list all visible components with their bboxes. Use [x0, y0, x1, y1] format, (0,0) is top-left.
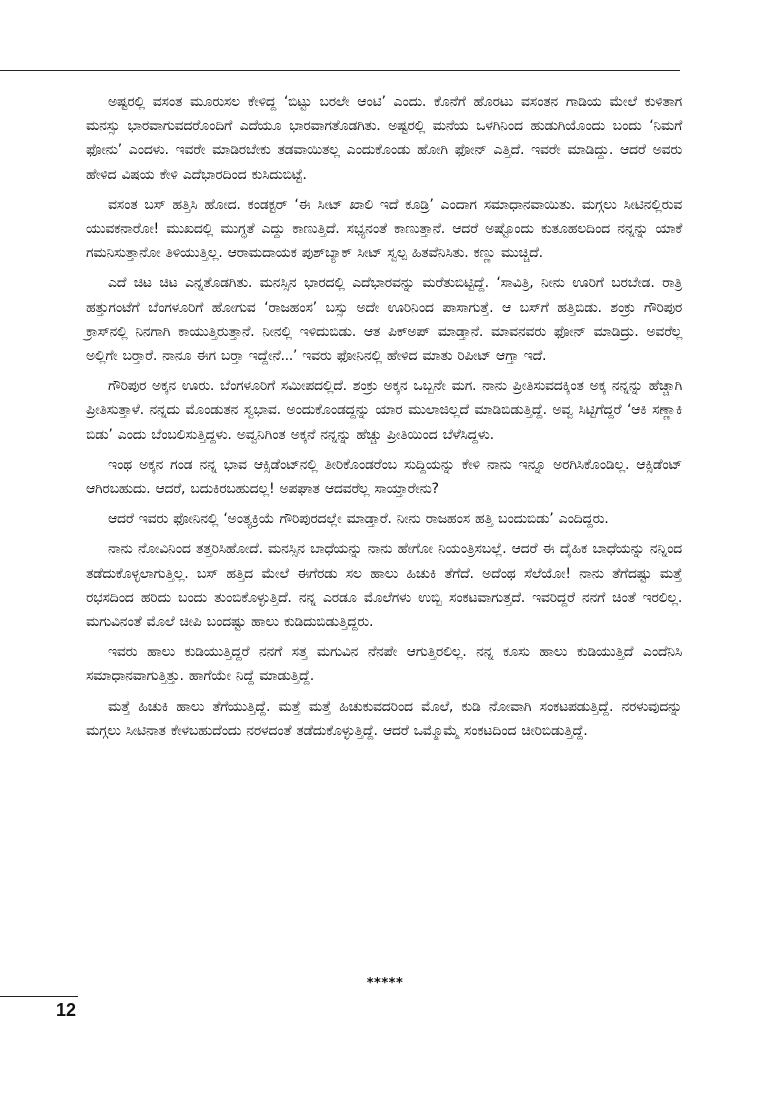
paragraph-5: ಇಂಥ ಅಕ್ಕನ ಗಂಡ ನನ್ನ ಭಾವ ಆಕ್ಸಿಡೆಂಟ್‌ನಲ್ಲಿ ತೀರಿಕೊಂಡರೆಂಬ ಸುದ್ದಿಯನ್ನು ಕೇಳಿ ನಾನು ಇನ್ನೂ ಅರಗಿಸಿಕೊಂಡಿಲ್ಲ. ಆಕ್ಸಿಡೆಂಟ್ ಆಗಿರಬಹುದು. ಆದರೆ, ಬದುಕಿರಬಹುದಲ್ಲ! ಅಪಘಾತ ಆದವರೆಲ್ಲ ಸಾಯ್ತಾರೇನು?: [86, 456, 682, 498]
paragraph-3: ಎದೆ ಚಿಟ ಚಿಟ ಎನ್ನತೊಡಗಿತು. ಮನಸ್ಸಿನ ಭಾರದಲ್ಲಿ ಎದೆಭಾರವನ್ನು ಮರೆತುಬಿಟ್ಟಿದ್ದೆ. ‘ಸಾವಿತ್ರಿ, ನೀನು ಊರಿಗೆ ಬರಬೇಡ. ರಾತ್ರಿ ಹತ್ತುಗಂಟೆಗೆ ಬೆಂಗಳೂರಿಗೆ ಹೋಗುವ ‘ರಾಜಹಂಸ’ ಬಸ್ಸು ಅದೇ ಊರಿನಿಂದ ಪಾಸಾಗುತ್ತೆ. ಆ ಬಸ್‌ಗೆ ಹತ್ತಿಬಿಡು. ಶಂಕ್ರು ಗೌರಿಪುರ ಕ್ರಾಸ್‌ನಲ್ಲಿ ನಿನಗಾಗಿ ಕಾಯುತ್ತಿರುತ್ತಾನೆ. ನೀನಲ್ಲಿ ಇಳಿದುಬಿಡು. ಆತ ಪಿಕ್‌ಅಪ್ ಮಾಡ್ತಾನೆ. ಮಾವನವರು ಫೋನ್ ಮಾಡಿದ್ರು. ಅವರೆಲ್ಲ ಅಲ್ಲಿಗೇ ಬರ್‍ತಾರೆ. ನಾನೂ ಈಗ ಬರ್‍ತಾ ಇದ್ದೇನೆ...’ ಇವರು ಫೋನಿನಲ್ಲಿ ಹೇಳಿದ ಮಾತು ರಿಪೀಟ್ ಆಗ್ತಾ ಇದೆ.: [86, 275, 682, 365]
section-separator: *****: [366, 976, 404, 991]
paragraph-9: ಮತ್ತೆ ಹಿಚುಕಿ ಹಾಲು ತೆಗೆಯುತ್ತಿದ್ದೆ. ಮತ್ತೆ ಮತ್ತೆ ಹಿಚುಕುವದರಿಂದ ಮೊಲೆ, ಕುಡಿ ನೋವಾಗಿ ಸಂಕಟಪಡುತ್ತಿದ್ದೆ. ನರಳುವುದನ್ನು ಮಗ್ಗಲು ಸೀಟಿನಾತ ಕೇಳಬಹುದೆಂದು ನರಳದಂತೆ ತಡೆದುಕೊಳ್ಳುತ್ತಿದ್ದೆ. ಆದರೆ ಒಮ್ಮೊಮ್ಮೆ ಸಂಕಟದಿಂದ ಚೀರಿಬಿಡುತ್ತಿದ್ದೆ.: [86, 698, 682, 739]
paragraph-8: ಇವರು ಹಾಲು ಕುಡಿಯುತ್ತಿದ್ದರೆ ನನಗೆ ಸತ್ತ ಮಗುವಿನ ನೆನಪೇ ಆಗುತ್ತಿರಲಿಲ್ಲ. ನನ್ನ ಕೂಸು ಹಾಲು ಕುಡಿಯುತ್ತಿದೆ ಎಂದೆನಿಸಿ ಸಮಾಧಾನವಾಗುತ್ತಿತ್ತು. ಹಾಗೆಯೇ ನಿದ್ದೆ ಮಾಡುತ್ತಿದ್ದೆ.: [86, 644, 682, 685]
top-rule: [0, 70, 680, 71]
bottom-rule: [0, 996, 78, 997]
paragraph-4: ಗೌರಿಪುರ ಅಕ್ಕನ ಊರು. ಬೆಂಗಳೂರಿಗೆ ಸಮೀಪದಲ್ಲಿದೆ. ಶಂಕ್ರು ಅಕ್ಕನ ಒಬ್ಬನೇ ಮಗ. ನಾನು ಪ್ರೀತಿಸುವದಕ್ಕಿಂತ ಅಕ್ಕ ನನ್ನನ್ನು ಹೆಚ್ಚಾಗಿ ಪ್ರೀತಿಸುತ್ತಾಳೆ. ನನ್ನದು ಮೊಂಡುತನ ಸ್ವಭಾವ. ಅಂದುಕೊಂಡದ್ದನ್ನು ಯಾರ ಮುಲಾಜಿಲ್ಲದೆ ಮಾಡಿಬಿಡುತ್ತಿದ್ದೆ. ಅವ್ವ ಸಿಟ್ಟಿಗೆದ್ದರೆ ‘ಆಕಿ ಸಣ್ಣಾಕಿ ಬಿಡು’ ಎಂದು ಬೆಂಬಲಿಸುತ್ತಿದ್ದಳು. ಅವ್ವನಿಗಿಂತ ಅಕ್ಕನೆ ನನ್ನನ್ನು ಹೆಚ್ಚು ಪ್ರೀತಿಯಿಂದ ಬೆಳೆಸಿದ್ದಳು.: [86, 378, 682, 443]
body-text: [86, 90, 682, 749]
paragraph-7: ನಾನು ನೋವಿನಿಂದ ತತ್ತರಿಸಿಹೋದೆ. ಮನಸ್ಸಿನ ಬಾಧೆಯನ್ನು ನಾನು ಹೇಗೋ ನಿಯಂತ್ರಿಸಬಲ್ಲೆ. ಆದರೆ ಈ ದೈಹಿಕ ಬಾಧೆಯನ್ನು ನನ್ನಿಂದ ತಡೆದುಕೊಳ್ಳಲಾಗುತ್ತಿಲ್ಲ. ಬಸ್ ಹತ್ತಿದ ಮೇಲೆ ಈಗೆರಡು ಸಲ ಹಾಲು ಹಿಚುಕಿ ತೆಗೆದೆ. ಅದೆಂಥ ಸೆಲೆಯೋ! ನಾನು ತೆಗೆದಷ್ಟು ಮತ್ತೆ ರಭಸದಿಂದ ಹರಿದು ಬಂದು ತುಂಬಿಕೊಳ್ಳುತ್ತಿದೆ. ನನ್ನ ಎರಡೂ ಮೊಲೆಗಳು ಉಬ್ಬಿ ಸಂಕಟವಾಗುತ್ತದೆ. ಇವರಿದ್ದರೆ ನನಗೆ ಚಿಂತೆ ಇರಲಿಲ್ಲ. ಮಗುವಿನಂತೆ ಮೊಲೆ ಚೀಪಿ ಬಂದಷ್ಟು ಹಾಲು ಕುಡಿದುಬಿಡುತ್ತಿದ್ದರು.: [86, 541, 682, 631]
paragraph-6: ಆದರೆ ಇವರು ಫೋನಿನಲ್ಲಿ ‘ಅಂತ್ಯಕ್ರಿಯೆ ಗೌರಿಪುರದಲ್ಲೇ ಮಾಡ್ತಾರೆ. ನೀನು ರಾಜಹಂಸ ಹತ್ತಿ ಬಂದುಬಿಡು’ ಎಂದಿದ್ದರು.: [108, 511, 609, 528]
paragraph-2: ವಸಂತ ಬಸ್ ಹತ್ತಿಸಿ ಹೋದ. ಕಂಡಕ್ಟರ್ ‘ಈ ಸೀಟ್ ಖಾಲಿ ಇದೆ ಕೂಡ್ರಿ’ ಎಂದಾಗ ಸಮಾಧಾನವಾಯಿತು. ಮಗ್ಗಲು ಸೀಟಿನಲ್ಲಿರುವ ಯುವಕನಾರೋ! ಮುಖದಲ್ಲಿ ಮುಗ್ಧತೆ ಎದ್ದು ಕಾಣುತ್ತಿದೆ. ಸಭ್ಯನಂತೆ ಕಾಣುತ್ತಾನೆ. ಆದರೆ ಅಷ್ಟೊಂದು ಕುತೂಹಲದಿಂದ ನನ್ನನ್ನು ಯಾಕೆ ಗಮನಿಸುತ್ತಾನೋ ತಿಳಿಯುತ್ತಿಲ್ಲ. ಆರಾಮದಾಯಕ ಪುಶ್‌ಬ್ಯಾಕ್ ಸೀಟ್ ಸ್ವಲ್ಪ ಹಿತವೆನಿಸಿತು. ಕಣ್ಣು ಮುಚ್ಚಿದೆ.: [86, 196, 682, 262]
paragraph-1: ಅಷ್ಟರಲ್ಲಿ ವಸಂತ ಮೂರುಸಲ ಕೇಳಿದ್ದ ‘ಬಿಟ್ಟು ಬರಲೇ ಆಂಟಿ’ ಎಂದು. ಕೊನೆಗೆ ಹೊರಟು ವಸಂತನ ಗಾಡಿಯ ಮೇಲೆ ಕುಳಿತಾಗ ಮನಸ್ಸು ಭಾರವಾಗುವದರೊಂದಿಗೆ ಎದೆಯೂ ಭಾರವಾಗತೊಡಗಿತು. ಅಷ್ಟರಲ್ಲಿ ಮನೆಯ ಒಳಗಿನಿಂದ ಹುಡುಗಿಯೊಂದು ಬಂದು ‘ನಿಮಗೆ ಫೋನು’ ಎಂದಳು. ಇವರೇ ಮಾಡಿರಬೇಕು ತಡವಾಯಿತಲ್ಲ ಎಂದುಕೊಂಡು ಹೋಗಿ ಫೋನ್ ಎತ್ತಿದೆ. ಇವರೇ ಮಾಡಿದ್ದು. ಆದರೆ ಅವರು ಹೇಳಿದ ವಿಷಯ ಕೇಳಿ ಎದೆಭಾರದಿಂದ ಕುಸಿದುಬಿಟ್ಟೆ.: [86, 94, 682, 183]
page-number: 12: [56, 1000, 77, 1020]
